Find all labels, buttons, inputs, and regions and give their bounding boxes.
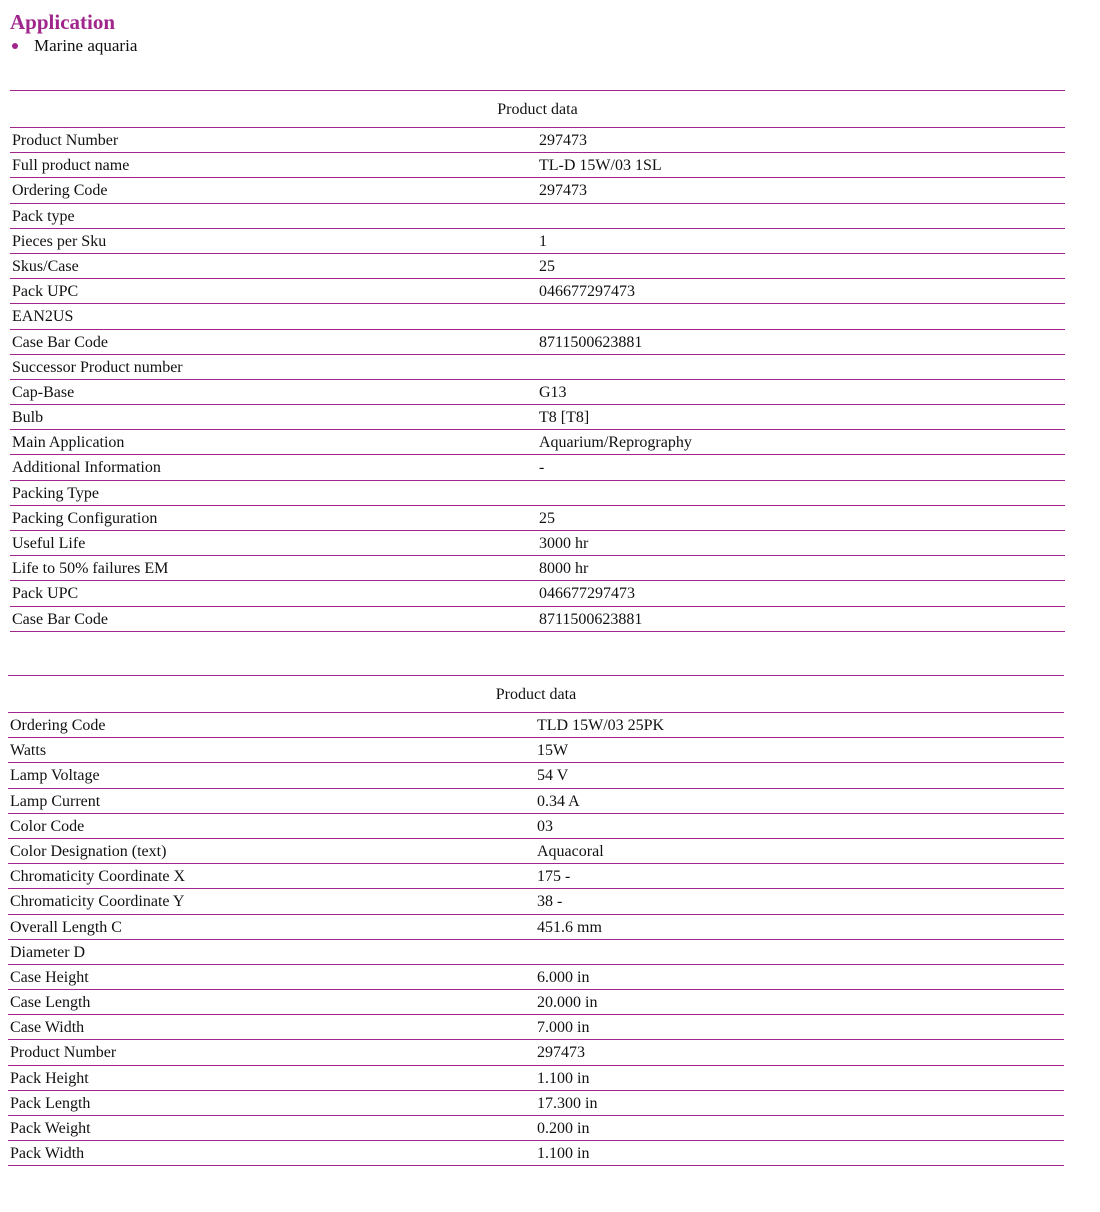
- table-row: [8, 889, 1064, 914]
- row-label: Pack type: [12, 207, 75, 225]
- row-label: Product Number: [12, 132, 119, 149]
- row-value: 38 -: [537, 893, 563, 911]
- row-value: 046677297473: [539, 585, 635, 603]
- table-row: [10, 405, 1065, 430]
- row-value: G13: [539, 383, 567, 401]
- table-row: [8, 789, 1064, 814]
- table-row: [8, 1066, 1064, 1091]
- row-value: [539, 304, 1065, 328]
- table-row: [8, 738, 1064, 763]
- table-row: [8, 814, 1064, 839]
- application-heading: Application: [10, 10, 116, 34]
- row-label: Pack UPC: [12, 283, 79, 301]
- row-value: 25: [539, 509, 555, 527]
- row-label: Color Designation (text): [10, 842, 167, 860]
- row-value: 17.300 in: [537, 1094, 598, 1112]
- row-value: 54 V: [537, 767, 569, 785]
- row-value: 8711500623881: [539, 610, 643, 628]
- table-row: [8, 839, 1064, 864]
- table-row: [8, 940, 1064, 965]
- row-label: Product Number: [10, 1044, 117, 1062]
- row-value: 297473: [539, 132, 587, 149]
- row-label: Pack Weight: [10, 1120, 91, 1137]
- table-row: [10, 581, 1065, 606]
- row-value: T8 [T8]: [539, 409, 590, 427]
- row-label: EAN2US: [12, 308, 74, 326]
- row-label: Packing Type: [12, 484, 100, 502]
- table-row: [10, 506, 1065, 531]
- table-row: [8, 990, 1064, 1015]
- table-row: [8, 1116, 1064, 1141]
- table-row: [10, 330, 1065, 355]
- row-label: Pack UPC: [12, 585, 79, 603]
- row-value: 8000 hr: [539, 560, 589, 578]
- row-label: Case Height: [10, 968, 89, 986]
- table-row: [10, 481, 1065, 506]
- table-row: [8, 1040, 1064, 1065]
- row-value: 25: [539, 257, 555, 275]
- application-list: [10, 35, 137, 57]
- table-row: [8, 1015, 1064, 1040]
- row-label: Case Length: [10, 994, 91, 1012]
- row-label: Chromaticity Coordinate X: [10, 868, 186, 886]
- application-item-label: Marine aquaria: [34, 36, 138, 55]
- row-value: TLD 15W/03 25PK: [537, 717, 665, 734]
- row-value: Aquarium/Reprography: [539, 434, 692, 452]
- table-row: [10, 430, 1065, 455]
- table-title: Product data: [8, 676, 1064, 713]
- row-value: Aquacoral: [537, 842, 604, 860]
- row-value: 03: [537, 817, 553, 835]
- table-row: [10, 531, 1065, 556]
- row-label: Color Code: [10, 817, 85, 835]
- table-row: [8, 864, 1064, 889]
- row-label: Pack Height: [10, 1069, 89, 1087]
- table-row: [8, 713, 1064, 738]
- table-row: [10, 204, 1065, 229]
- row-value: 7.000 in: [537, 1019, 590, 1037]
- row-value: 3000 hr: [539, 535, 589, 552]
- row-value: 1.100 in: [537, 1145, 590, 1163]
- row-value: [539, 481, 1065, 505]
- row-label: Case Width: [10, 1019, 85, 1037]
- row-label: Skus/Case: [12, 257, 79, 275]
- row-label: Ordering Code: [12, 182, 108, 200]
- row-label: Overall Length C: [10, 918, 122, 936]
- table-row: [10, 355, 1065, 380]
- row-label: Cap-Base: [12, 383, 75, 401]
- table-row: [8, 1091, 1064, 1116]
- row-value: 15W: [537, 742, 569, 760]
- row-value: 046677297473: [539, 283, 635, 301]
- table-row: [10, 128, 1065, 153]
- row-label: Chromaticity Coordinate Y: [10, 893, 185, 911]
- table-row: [8, 915, 1064, 940]
- row-value: 8711500623881: [539, 333, 643, 351]
- table-title: Product data: [10, 91, 1065, 128]
- table-row: [10, 607, 1065, 632]
- row-label: Packing Configuration: [12, 509, 158, 527]
- row-value: 6.000 in: [537, 968, 590, 986]
- bullet-icon: [12, 43, 18, 49]
- row-label: Bulb: [12, 409, 44, 427]
- row-label: Pieces per Sku: [12, 232, 107, 250]
- row-value: -: [539, 459, 545, 477]
- table-row: [10, 455, 1065, 480]
- row-label: Useful Life: [12, 535, 86, 552]
- row-label: Full product name: [12, 157, 130, 175]
- row-label: Diameter D: [10, 943, 86, 961]
- row-value: 451.6 mm: [537, 918, 602, 936]
- table-row: [10, 380, 1065, 405]
- row-value: 0.34 A: [537, 792, 580, 810]
- table-row: [8, 763, 1064, 788]
- row-label: Watts: [10, 742, 47, 760]
- row-label: Main Application: [12, 434, 125, 452]
- row-label: Life to 50% failures EM: [12, 560, 169, 578]
- row-label: Successor Product number: [12, 358, 183, 376]
- table-row: [8, 1141, 1064, 1166]
- table-row: [10, 178, 1065, 203]
- table-row: [10, 153, 1065, 178]
- row-value: [537, 940, 1064, 964]
- table-row: [10, 304, 1065, 329]
- row-value: 0.200 in: [537, 1120, 590, 1137]
- table-row: [8, 965, 1064, 990]
- row-value: 1: [539, 232, 547, 250]
- row-label: Lamp Voltage: [10, 767, 100, 785]
- product-data-table-1: [10, 90, 1065, 632]
- row-value: 1.100 in: [537, 1069, 590, 1087]
- table-row: [10, 279, 1065, 304]
- row-label: Pack Length: [10, 1094, 91, 1112]
- row-value: 175 -: [537, 868, 571, 886]
- application-list-item: [10, 35, 137, 57]
- row-label: Pack Width: [10, 1145, 85, 1163]
- table-row: [10, 556, 1065, 581]
- row-label: Case Bar Code: [12, 333, 108, 351]
- table-row: [10, 229, 1065, 254]
- row-label: Additional Information: [12, 459, 161, 477]
- row-value: TL-D 15W/03 1SL: [539, 157, 662, 175]
- row-label: Case Bar Code: [12, 610, 108, 628]
- row-value: 297473: [537, 1044, 585, 1062]
- product-data-table-2: [8, 675, 1064, 1166]
- row-value: [539, 355, 1065, 379]
- table-row: [10, 254, 1065, 279]
- row-value: 20.000 in: [537, 994, 598, 1012]
- row-label: Lamp Current: [10, 792, 101, 810]
- row-value: [539, 204, 1065, 228]
- row-label: Ordering Code: [10, 717, 106, 734]
- row-value: 297473: [539, 182, 587, 200]
